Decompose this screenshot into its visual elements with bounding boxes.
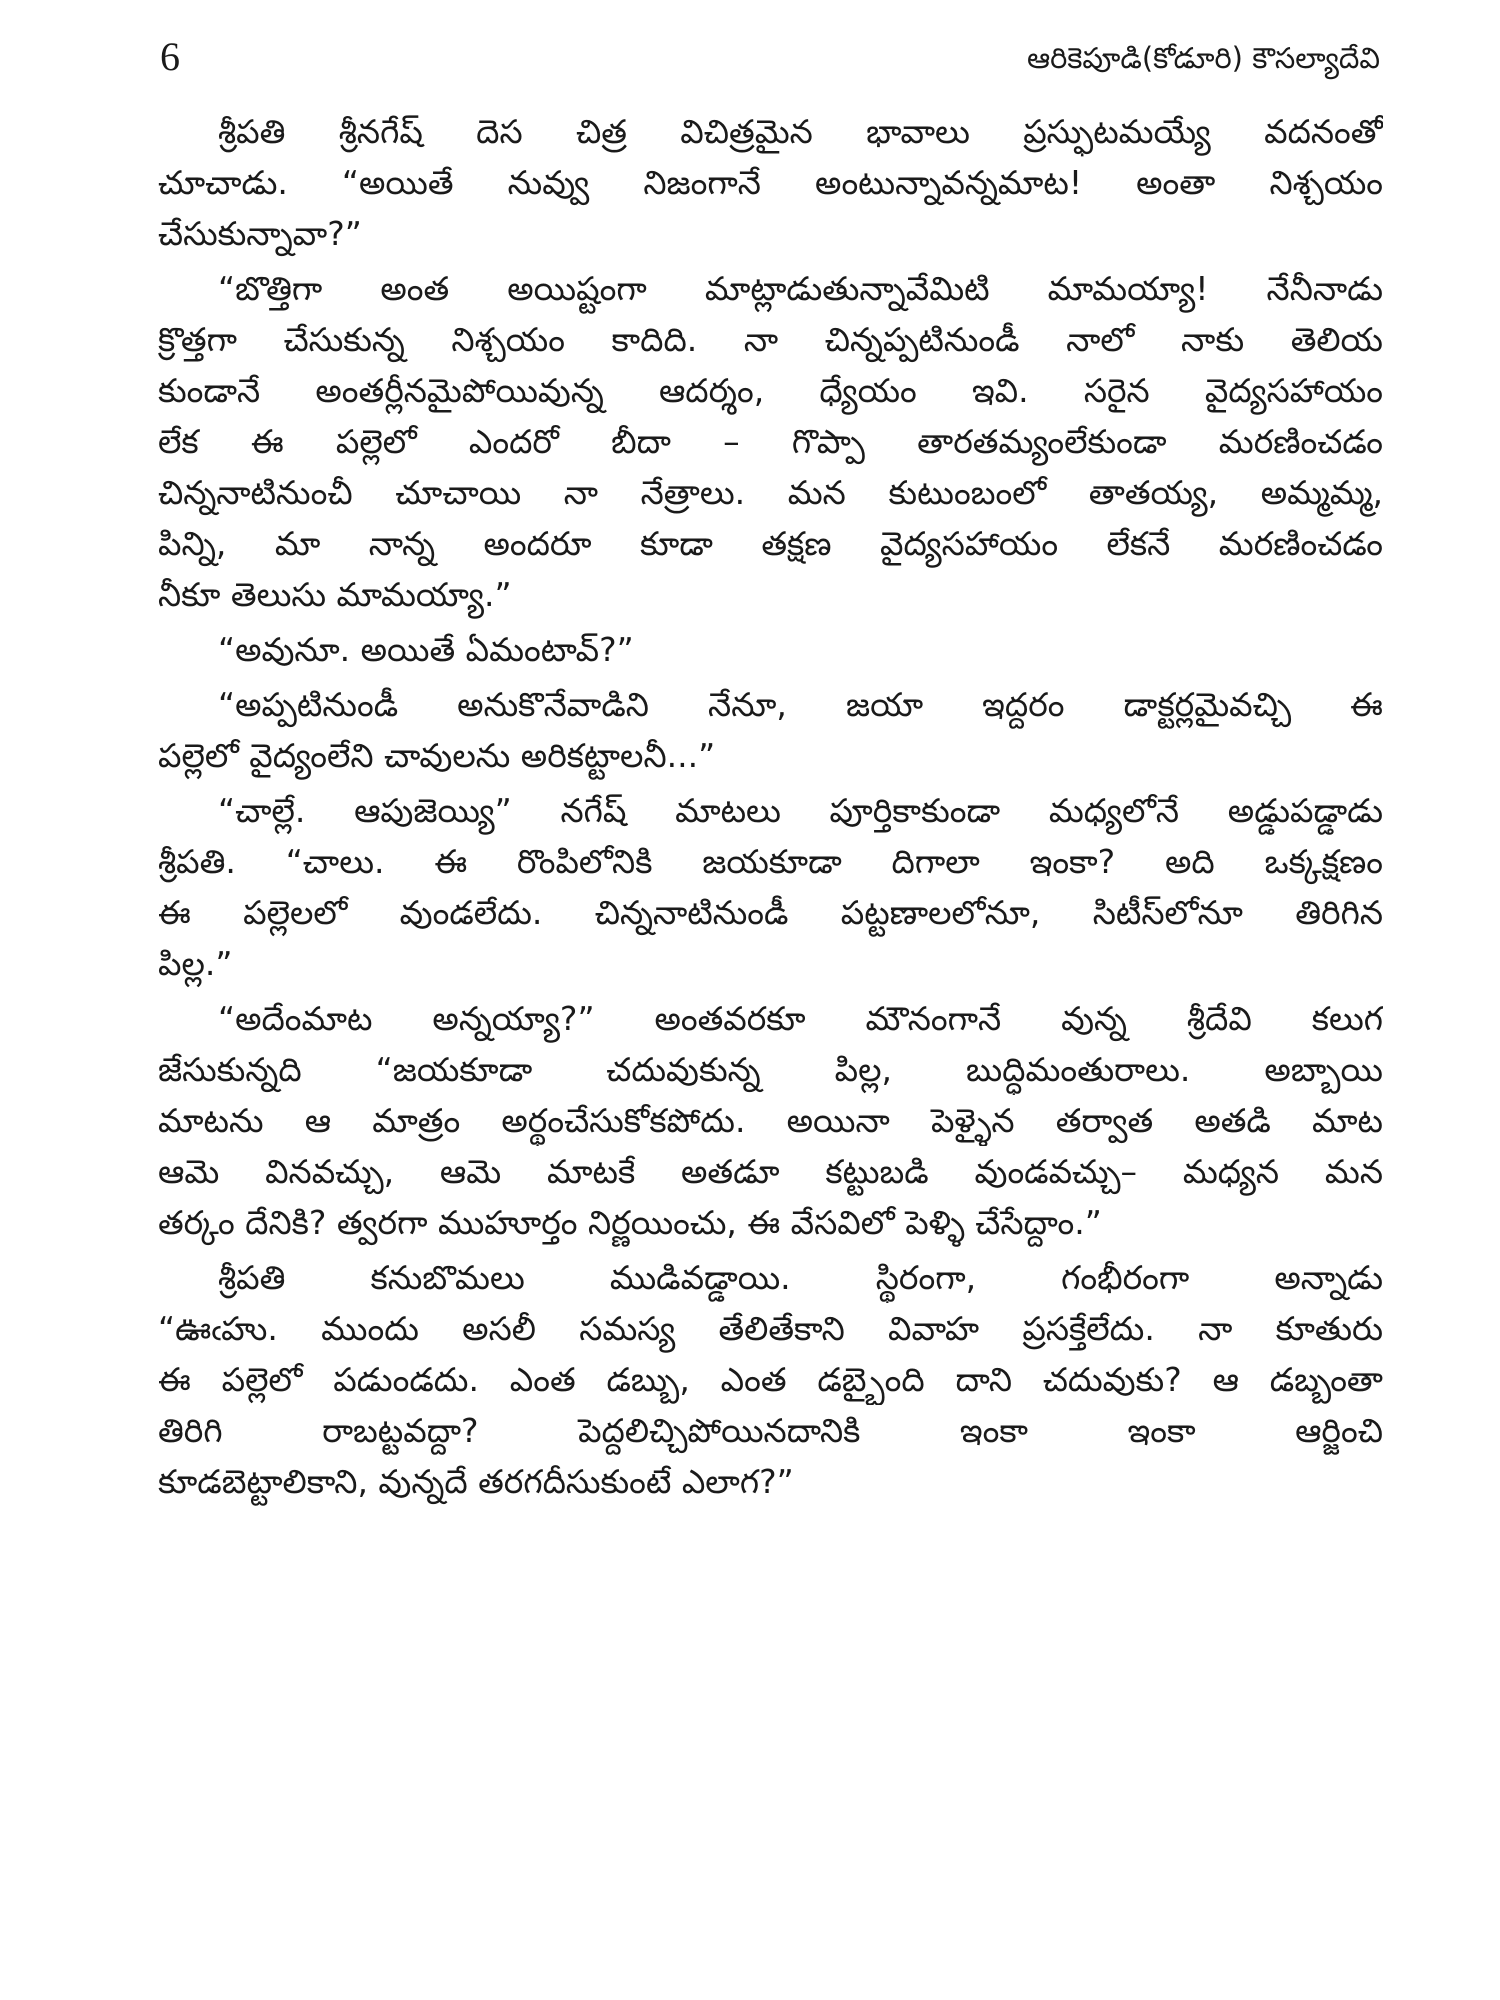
text-line: “అవునూ. అయితే ఏమంటావ్?” [218,630,634,669]
text-line: శ్రీపతి కనుబొమలు ముడివడ్డాయి. స్థిరంగా, గంభీరంగా అన్నాడు [218,1258,1383,1297]
text-line: “బొత్తిగా అంత అయిష్టంగా మాట్లాడుతున్నావేమిటి మామయ్యా! నేనీనాడు [218,269,1383,308]
text-line: ఆమె వినవచ్చు, ఆమె మాటకే అతడూ కట్టుబడి వుండవచ్చు– మధ్యన మన [158,1152,1383,1191]
text-line: చిన్ననాటినుంచీ చూచాయి నా నేత్రాలు. మన కుటుంబంలో తాతయ్య, అమ్మమ్మ, [158,473,1383,512]
paragraph [158,679,1383,781]
text-line: లేక ఈ పల్లెలో ఎందరో బీదా – గొప్పా తారతమ్యంలేకుండా మరణించడం [158,422,1383,461]
text-line: క్రొత్తగా చేసుకున్న నిశ్చయం కాదిది. నా చిన్నప్పటినుండీ నాలో నాకు తెలియ [158,320,1383,359]
paragraph [158,785,1383,989]
text-line: మాటను ఆ మాత్రం అర్థంచేసుకోకపోదు. అయినా పెళ్ళైన తర్వాత అతడి మాట [158,1101,1383,1140]
running-head: ఆరికెపూడి(కోడూరి) కౌసల్యాదేవి [1026,41,1380,75]
text-line: “అప్పటినుండీ అనుకొనేవాడిని నేనూ, జయా ఇద్దరం డాక్టర్లమైవచ్చి ఈ [218,685,1383,724]
text-line: శ్రీపతి శ్రీనగేష్ దెస చిత్ర విచిత్రమైన భావాలు ప్రస్ఫుటమయ్యే వదనంతో [218,112,1383,151]
text-line: పిల్ల.” [158,944,233,983]
text-line: నీకూ తెలుసు మామయ్యా.” [158,575,512,614]
body-text [158,106,1383,1511]
paragraph [158,106,1383,259]
text-line: కూడబెట్టాలికాని, వున్నదే తరగదీసుకుంటే ఎలాగ?” [158,1462,794,1501]
text-line: ఈ పల్లెలలో వుండలేదు. చిన్ననాటినుండీ పట్టణాలలోనూ, సిటీస్‌లోనూ తిరిగిన [158,893,1383,932]
text-line: జేసుకున్నది “జయకూడా చదువుకున్న పిల్ల, బుద్ధిమంతురాలు. అబ్బాయి [158,1050,1383,1089]
text-line: పిన్ని, మా నాన్న అందరూ కూడా తక్షణ వైద్యసహాయం లేకనే మరణించడం [158,524,1383,563]
paragraph [158,993,1383,1248]
text-line: ఈ పల్లెలో పడుండదు. ఎంత డబ్బు, ఎంత డబ్బైంది దాని చదువుకు? ఆ డబ్బంతా [158,1360,1383,1399]
text-line: “చాల్లే. ఆపుజెయ్యి” నగేష్ మాటలు పూర్తికాకుండా మధ్యలోనే అడ్డుపడ్డాడు [218,791,1383,830]
text-line: పల్లెలో వైద్యంలేని చావులను అరికట్టాలనీ...” [158,736,716,775]
paragraph [158,263,1383,620]
text-line: కుండానే అంతర్లీనమైపోయివున్న ఆదర్శం, ధ్యేయం ఇవి. సరైన వైద్యసహాయం [158,371,1383,410]
text-line: “ఊఁహు. ముందు అసలీ సమస్య తేలితేకాని వివాహ ప్రసక్తేలేదు. నా కూతురు [158,1309,1383,1348]
page-number: 6 [160,34,180,79]
text-line: తర్కం దేనికి? త్వరగా ముహూర్తం నిర్ణయించు, ఈ వేసవిలో పెళ్ళి చేసేద్దాం.” [158,1203,1102,1242]
text-line: “అదేంమాట అన్నయ్యా?” అంతవరకూ మౌనంగానే వున్న శ్రీదేవి కలుగ [218,999,1383,1038]
paragraph [158,1252,1383,1507]
text-line: చూచాడు. “అయితే నువ్వు నిజంగానే అంటున్నావన్నమాట! అంతా నిశ్చయం [158,163,1383,202]
text-line: తిరిగి రాబట్టవద్దా? పెద్దలిచ్చిపోయినదానికి ఇంకా ఇంకా ఆర్జించి [158,1411,1383,1450]
page-header [160,30,1380,90]
paragraph [158,624,1383,675]
text-line: శ్రీపతి. “చాలు. ఈ రొంపిలోనికి జయకూడా దిగాలా ఇంకా? అది ఒక్కక్షణం [158,842,1383,881]
text-line: చేసుకున్నావా?” [158,214,362,253]
